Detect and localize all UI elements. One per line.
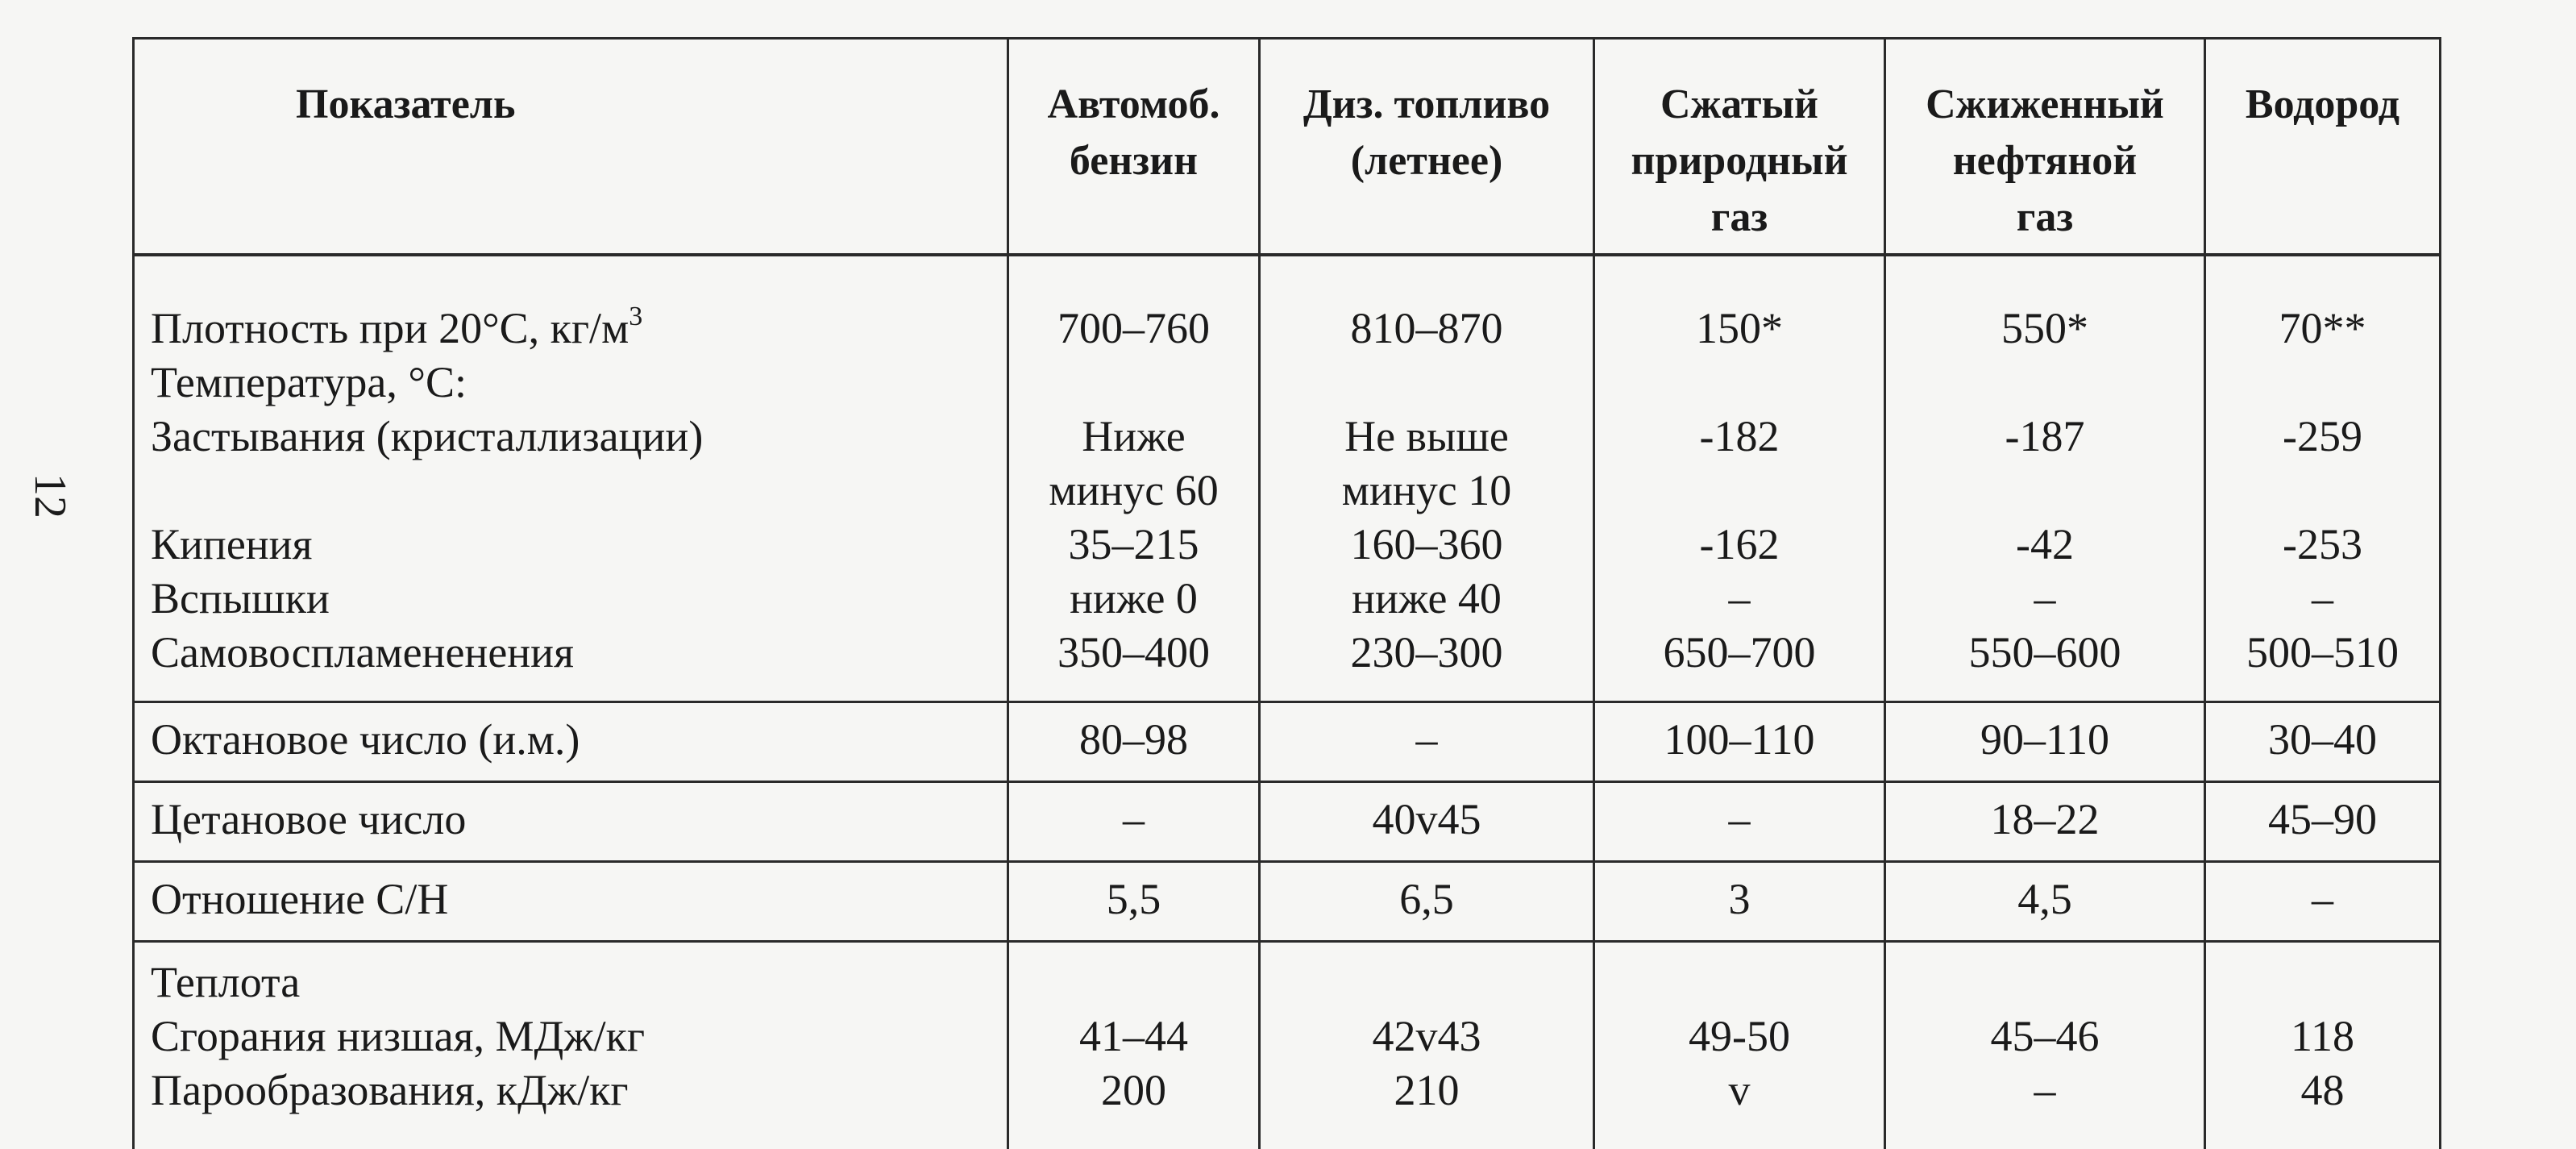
header-gasoline: Автомоб. бензин [1008,39,1260,255]
header-cng: Сжатый природный газ [1594,39,1885,255]
value-octane-gasoline: 80–98 [1008,701,1260,781]
row-label-combustion: Сгорания низшая, МДж/кг [151,1011,645,1060]
value-flash-cng: – [1728,573,1751,622]
value-autoignition-diesel: 230–300 [1350,627,1503,676]
value-autoignition-hydrogen: 500–510 [2246,627,2399,676]
hydrogen-heat-cell [2205,941,2441,1149]
row-label-vaporization: Парообразования, кДж/кг [151,1065,629,1114]
value-octane-hydrogen: 30–40 [2205,701,2441,781]
value-octane-diesel: – [1260,701,1594,781]
value-ch-ratio-diesel: 6,5 [1260,861,1594,941]
value-cetane-hydrogen: 45–90 [2205,781,2441,861]
value-cetane-lpg: 18–22 [1885,781,2205,861]
gasoline-cell [1008,255,1260,702]
value-octane-lpg: 90–110 [1885,701,2205,781]
header-row [134,39,2441,255]
value-boiling-cng: -162 [1699,519,1780,568]
value-vaporization-cng: v [1728,1065,1751,1114]
table-row-physical-properties [134,255,2441,702]
value-pour-diesel-2: минус 10 [1341,465,1512,514]
lpg-heat-cell [1885,941,2205,1149]
value-ch-ratio-hydrogen: – [2205,861,2441,941]
value-flash-diesel: ниже 40 [1352,573,1502,622]
value-pour-hydrogen: -259 [2283,411,2362,460]
row-label-heat: Теплота [151,957,301,1006]
value-ch-ratio-cng: 3 [1594,861,1885,941]
row-label-boiling: Кипения [151,519,313,568]
hydrogen-cell [2205,255,2441,702]
table-row-cetane [134,781,2441,861]
table-row-heat [134,941,2441,1149]
value-combustion-hydrogen: 118 [2291,1011,2354,1060]
value-density-gasoline: 700–760 [1057,303,1210,352]
fuel-properties-table [132,37,2441,1149]
value-vaporization-diesel: 210 [1394,1065,1460,1114]
value-vaporization-lpg: – [2034,1065,2056,1114]
diesel-heat-cell [1260,941,1594,1149]
value-flash-lpg: – [2034,573,2056,622]
table-row-octane [134,701,2441,781]
value-autoignition-cng: 650–700 [1663,627,1816,676]
row-label-density: Плотность при 20°С, $кг/м^3$ [151,301,643,352]
value-octane-cng: 100–110 [1594,701,1885,781]
value-pour-gasoline: Ниже [1082,411,1186,460]
value-density-hydrogen: 70** [2279,303,2366,352]
value-cetane-gasoline: – [1008,781,1260,861]
value-pour-cng: -182 [1699,411,1780,460]
header-diesel: Диз. топливо (летнее) [1260,39,1594,255]
lpg-cell [1885,255,2205,702]
value-boiling-diesel: 160–360 [1350,519,1503,568]
value-combustion-lpg: 45–46 [1990,1011,2100,1060]
value-pour-gasoline-2: минус 60 [1049,465,1219,514]
row-label-pour: Застывания (кристаллизации) [151,411,704,460]
table-row-ch-ratio [134,861,2441,941]
value-density-lpg: 550* [2001,303,2088,352]
value-cetane-diesel: 40v45 [1260,781,1594,861]
value-autoignition-gasoline: 350–400 [1057,627,1210,676]
row-label-autoignition: Самовоспламененения [151,627,574,676]
gasoline-heat-cell [1008,941,1260,1149]
value-pour-diesel: Не выше [1344,411,1509,460]
value-density-diesel: 810–870 [1350,303,1503,352]
value-autoignition-lpg: 550–600 [1968,627,2121,676]
value-flash-hydrogen: – [2312,573,2333,622]
header-hydrogen: Водород [2205,39,2441,255]
value-vaporization-hydrogen: 48 [2300,1065,2345,1114]
value-boiling-hydrogen: -253 [2283,519,2362,568]
value-boiling-lpg: -42 [2016,519,2074,568]
value-cetane-cng: – [1594,781,1885,861]
cng-heat-cell [1594,941,1885,1149]
value-combustion-gasoline: 41–44 [1079,1011,1188,1060]
label-cell-heat [134,941,1008,1149]
row-label-octane: Октановое число (и.м.) [134,701,1008,781]
value-combustion-cng: 49-50 [1689,1011,1790,1060]
header-parameter: Показатель [134,39,1008,255]
row-label-temperature: Температура, °С: [151,357,467,406]
value-pour-lpg: -187 [2005,411,2085,460]
header-lpg: Сжиженный нефтяной газ [1885,39,2205,255]
diesel-cell [1260,255,1594,702]
page-number: 12 [25,473,75,518]
value-ch-ratio-gasoline: 5,5 [1008,861,1260,941]
value-ch-ratio-lpg: 4,5 [1885,861,2205,941]
row-label-cetane: Цетановое число [134,781,1008,861]
row-label-ch-ratio: Отношение С/Н [134,861,1008,941]
value-density-cng: 150* [1696,303,1783,352]
value-combustion-diesel: 42v43 [1372,1011,1481,1060]
value-flash-gasoline: ниже 0 [1070,573,1198,622]
cng-cell [1594,255,1885,702]
row-label-flash: Вспышки [151,573,330,622]
value-vaporization-gasoline: 200 [1101,1065,1166,1114]
value-boiling-gasoline: 35–215 [1068,519,1199,568]
label-cell [134,255,1008,702]
